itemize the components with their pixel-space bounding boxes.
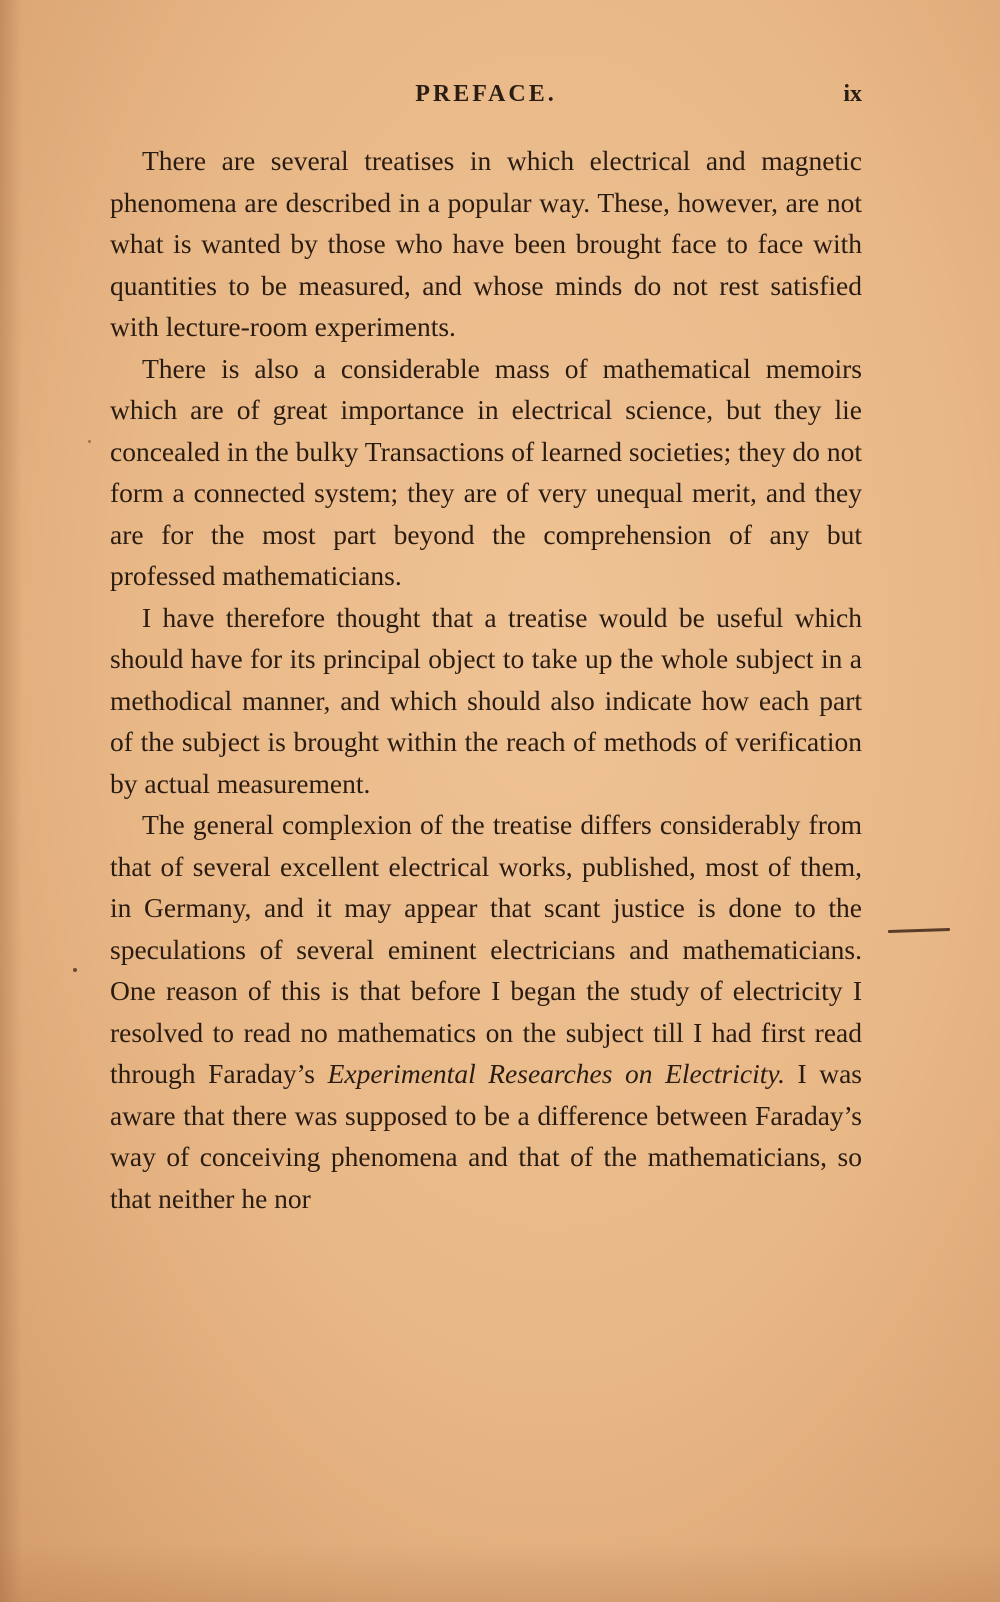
page-number: ix xyxy=(843,81,862,107)
paper-speck xyxy=(88,440,91,443)
page-gutter-shadow xyxy=(0,0,22,1602)
paragraph-1: There are several treatises in which electrical and magnetic phenomena are described in a popular way. These, however, are not what is wanted by those who have been brought face to face with quantities to be measured, and whose minds do not rest satisfied with lecture-room experiments. xyxy=(110,145,862,342)
paper-speck xyxy=(73,968,77,972)
paragraph-2: There is also a considerable mass of mathematical memoirs which are of great importance in electrical science, but they lie concealed in the bulky Transactions of learned societies; they do not form a connected system; they are of very unequal merit, and they are for the most part beyond the comprehension of any but professed mathematicians. xyxy=(110,352,862,591)
page-header xyxy=(110,76,862,112)
paragraph-4-text-start: The general complexion of the treatise differs considerably from that of several excellent electrical works, published, most of them, in Germany, and it may appear that scant justice is done to the speculations of several eminent electricians and mathematicians. One reason of this is that before I began the study of electricity I resolved to read no mathematics on the subject till I had first read through Faraday’s xyxy=(110,809,862,1089)
paragraph-4-text-end: I was aware that there was supposed to be a difference between Faraday’s way of conceiving phenomena and that of the mathematicians, so that neither he nor xyxy=(110,1058,862,1214)
paragraph-3: I have therefore thought that a treatise would be useful which should have for its principal object to take up the whole subject in a methodical manner, and which should also indicate how each part of the subject is brought within the reach of methods of verification by actual measurement. xyxy=(110,601,862,799)
book-title-italic: Experimental Researches on Electricity. xyxy=(327,1058,785,1089)
body-text xyxy=(110,140,862,1219)
margin-ink-mark xyxy=(888,928,950,933)
paragraph-4 xyxy=(110,804,862,1219)
page-bottom-shadow xyxy=(0,1542,1000,1602)
running-title: PREFACE. xyxy=(415,81,557,107)
